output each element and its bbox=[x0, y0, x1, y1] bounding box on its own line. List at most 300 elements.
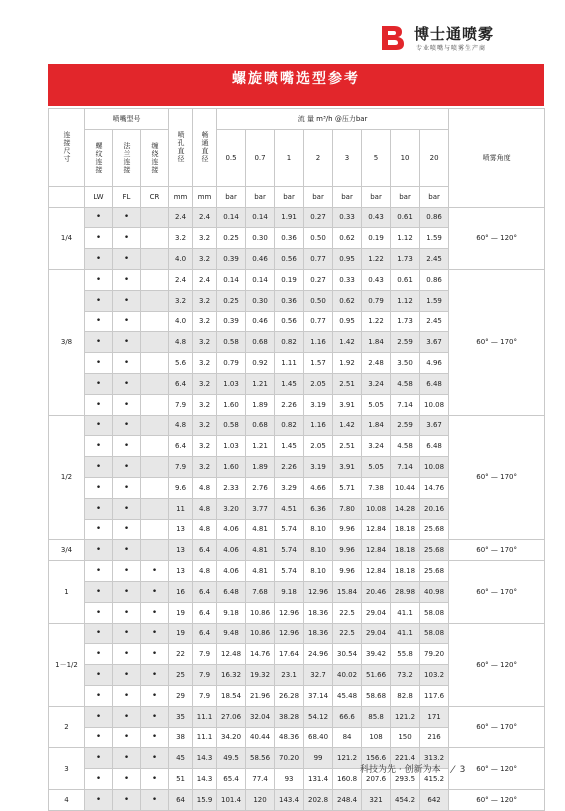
table-row bbox=[49, 540, 545, 561]
cr-mark: • bbox=[141, 561, 169, 582]
flow-value: 4.58 bbox=[391, 373, 420, 394]
flow-value: 3.50 bbox=[391, 353, 420, 374]
orifice-diameter: 13 bbox=[169, 540, 193, 561]
flow-value: 5.05 bbox=[362, 457, 391, 478]
flow-value: 1.73 bbox=[391, 311, 420, 332]
cr-mark bbox=[141, 394, 169, 415]
flow-value: 9.96 bbox=[333, 561, 362, 582]
orifice-diameter: 6.4 bbox=[169, 436, 193, 457]
orifice-diameter: 7.9 bbox=[169, 457, 193, 478]
passage-diameter: 7.9 bbox=[193, 685, 217, 706]
brand-tagline: 专业喷嘴与喷雾生产商 bbox=[416, 45, 487, 52]
pressure-0.5: 0.5 bbox=[217, 129, 246, 186]
lw-mark: • bbox=[85, 519, 113, 540]
connection-size: 1 bbox=[49, 561, 85, 623]
flow-value: 117.6 bbox=[420, 685, 449, 706]
flow-value: 4.06 bbox=[217, 540, 246, 561]
fl-mark: • bbox=[113, 207, 141, 228]
flow-value: 7.80 bbox=[333, 498, 362, 519]
flow-value: 4.81 bbox=[246, 540, 275, 561]
flow-value: 2.51 bbox=[333, 373, 362, 394]
orifice-diameter: 19 bbox=[169, 602, 193, 623]
flow-value: 40.02 bbox=[333, 665, 362, 686]
flow-value: 7.38 bbox=[362, 477, 391, 498]
flow-value: 0.43 bbox=[362, 207, 391, 228]
fl-mark: • bbox=[113, 540, 141, 561]
nozzle-spec-table bbox=[48, 108, 545, 811]
flow-value: 22.5 bbox=[333, 623, 362, 644]
fl-mark: • bbox=[113, 644, 141, 665]
flow-value: 0.50 bbox=[304, 228, 333, 249]
flow-value: 6.48 bbox=[217, 581, 246, 602]
flow-value: 7.68 bbox=[246, 581, 275, 602]
header-size-blank bbox=[49, 186, 85, 207]
passage-diameter: 3.2 bbox=[193, 311, 217, 332]
header-model: 喷嘴型号 bbox=[85, 109, 169, 130]
flow-value: 3.91 bbox=[333, 394, 362, 415]
flow-value: 45.48 bbox=[333, 685, 362, 706]
cr-mark bbox=[141, 373, 169, 394]
flow-value: 2.26 bbox=[275, 457, 304, 478]
flow-value: 54.12 bbox=[304, 706, 333, 727]
cr-mark bbox=[141, 519, 169, 540]
passage-diameter: 2.4 bbox=[193, 269, 217, 290]
flow-value: 221.4 bbox=[391, 748, 420, 769]
spray-angle: 60° — 120° bbox=[449, 207, 545, 269]
fl-mark: • bbox=[113, 602, 141, 623]
flow-value: 1.91 bbox=[275, 207, 304, 228]
cr-mark: • bbox=[141, 665, 169, 686]
fl-mark: • bbox=[113, 789, 141, 810]
fl-mark: • bbox=[113, 249, 141, 270]
flow-value: 2.59 bbox=[391, 332, 420, 353]
orifice-diameter: 25 bbox=[169, 665, 193, 686]
flow-value: 58.08 bbox=[420, 623, 449, 644]
flow-value: 108 bbox=[362, 727, 391, 748]
fl-mark: • bbox=[113, 727, 141, 748]
fl-mark: • bbox=[113, 581, 141, 602]
fl-mark: • bbox=[113, 748, 141, 769]
table-body bbox=[49, 207, 545, 810]
fl-mark: • bbox=[113, 269, 141, 290]
lw-mark: • bbox=[85, 748, 113, 769]
passage-diameter: 3.2 bbox=[193, 394, 217, 415]
header-fl-desc: 法兰连接 bbox=[113, 129, 141, 186]
flow-value: 1.89 bbox=[246, 394, 275, 415]
flow-value: 0.56 bbox=[275, 311, 304, 332]
cr-mark bbox=[141, 207, 169, 228]
orifice-diameter: 13 bbox=[169, 519, 193, 540]
fl-mark: • bbox=[113, 436, 141, 457]
flow-value: 9.48 bbox=[217, 623, 246, 644]
flow-value: 93 bbox=[275, 769, 304, 790]
orifice-diameter: 4.0 bbox=[169, 311, 193, 332]
cr-mark: • bbox=[141, 748, 169, 769]
flow-value: 18.18 bbox=[391, 540, 420, 561]
unit-bar: bar bbox=[362, 186, 391, 207]
lw-mark: • bbox=[85, 581, 113, 602]
unit-bar: bar bbox=[246, 186, 275, 207]
flow-value: 3.67 bbox=[420, 415, 449, 436]
spray-angle: 60° — 120° bbox=[449, 789, 545, 810]
orifice-diameter: 11 bbox=[169, 498, 193, 519]
passage-diameter: 4.8 bbox=[193, 519, 217, 540]
flow-value: 1.03 bbox=[217, 436, 246, 457]
lw-mark: • bbox=[85, 665, 113, 686]
flow-value: 9.96 bbox=[333, 540, 362, 561]
lw-mark: • bbox=[85, 249, 113, 270]
flow-value: 1.59 bbox=[420, 228, 449, 249]
passage-diameter: 7.9 bbox=[193, 665, 217, 686]
table-row bbox=[49, 706, 545, 727]
flow-value: 103.2 bbox=[420, 665, 449, 686]
lw-mark: • bbox=[85, 332, 113, 353]
flow-value: 5.74 bbox=[275, 519, 304, 540]
flow-value: 25.68 bbox=[420, 540, 449, 561]
connection-size: 3/4 bbox=[49, 540, 85, 561]
pressure-1: 1 bbox=[275, 129, 304, 186]
spray-angle: 60° — 170° bbox=[449, 269, 545, 415]
flow-value: 55.8 bbox=[391, 644, 420, 665]
flow-value: 3.19 bbox=[304, 394, 333, 415]
flow-value: 160.8 bbox=[333, 769, 362, 790]
lw-mark: • bbox=[85, 457, 113, 478]
lw-mark: • bbox=[85, 727, 113, 748]
passage-diameter: 6.4 bbox=[193, 602, 217, 623]
footer-separator: / bbox=[448, 765, 456, 775]
flow-value: 131.4 bbox=[304, 769, 333, 790]
orifice-diameter: 35 bbox=[169, 706, 193, 727]
flow-value: 32.7 bbox=[304, 665, 333, 686]
lw-mark: • bbox=[85, 769, 113, 790]
flow-value: 70.20 bbox=[275, 748, 304, 769]
flow-value: 3.19 bbox=[304, 457, 333, 478]
fl-mark: • bbox=[113, 477, 141, 498]
lw-mark: • bbox=[85, 207, 113, 228]
flow-value: 65.4 bbox=[217, 769, 246, 790]
brand-mark-icon bbox=[380, 22, 410, 54]
cr-mark bbox=[141, 457, 169, 478]
flow-value: 58.56 bbox=[246, 748, 275, 769]
flow-value: 207.6 bbox=[362, 769, 391, 790]
orifice-diameter: 4.8 bbox=[169, 332, 193, 353]
passage-diameter: 14.3 bbox=[193, 748, 217, 769]
fl-mark: • bbox=[113, 457, 141, 478]
passage-diameter: 4.8 bbox=[193, 477, 217, 498]
brand-name: 博士通喷雾 bbox=[414, 25, 495, 43]
flow-value: 19.32 bbox=[246, 665, 275, 686]
passage-diameter: 4.8 bbox=[193, 498, 217, 519]
flow-value: 1.16 bbox=[304, 415, 333, 436]
fl-mark: • bbox=[113, 290, 141, 311]
header-lw-desc: 螺纹连接 bbox=[85, 129, 113, 186]
flow-value: 0.79 bbox=[217, 353, 246, 374]
flow-value: 20.46 bbox=[362, 581, 391, 602]
flow-value: 0.62 bbox=[333, 290, 362, 311]
flow-value: 1.12 bbox=[391, 290, 420, 311]
orifice-diameter: 6.4 bbox=[169, 373, 193, 394]
flow-value: 4.58 bbox=[391, 436, 420, 457]
unit-bar: bar bbox=[275, 186, 304, 207]
flow-value: 58.08 bbox=[420, 602, 449, 623]
flow-value: 18.18 bbox=[391, 561, 420, 582]
flow-value: 0.36 bbox=[275, 228, 304, 249]
flow-value: 642 bbox=[420, 789, 449, 810]
lw-mark: • bbox=[85, 498, 113, 519]
footer-slogan: 科技为先 · 创新为本 bbox=[360, 765, 441, 775]
flow-value: 121.2 bbox=[391, 706, 420, 727]
orifice-diameter: 7.9 bbox=[169, 394, 193, 415]
flow-value: 3.24 bbox=[362, 373, 391, 394]
orifice-diameter: 45 bbox=[169, 748, 193, 769]
flow-value: 3.67 bbox=[420, 332, 449, 353]
flow-value: 24.96 bbox=[304, 644, 333, 665]
flow-value: 77.4 bbox=[246, 769, 275, 790]
flow-value: 85.8 bbox=[362, 706, 391, 727]
flow-value: 216 bbox=[420, 727, 449, 748]
orifice-diameter: 29 bbox=[169, 685, 193, 706]
passage-diameter: 3.2 bbox=[193, 228, 217, 249]
flow-value: 4.81 bbox=[246, 519, 275, 540]
passage-diameter: 4.8 bbox=[193, 561, 217, 582]
flow-value: 0.36 bbox=[275, 290, 304, 311]
cr-mark: • bbox=[141, 644, 169, 665]
flow-value: 0.77 bbox=[304, 311, 333, 332]
lw-mark: • bbox=[85, 436, 113, 457]
flow-value: 58.68 bbox=[362, 685, 391, 706]
flow-value: 1.42 bbox=[333, 415, 362, 436]
header-lw: LW bbox=[85, 186, 113, 207]
flow-value: 20.16 bbox=[420, 498, 449, 519]
flow-value: 9.18 bbox=[275, 581, 304, 602]
flow-value: 0.25 bbox=[217, 290, 246, 311]
unit-bar: bar bbox=[391, 186, 420, 207]
flow-value: 2.26 bbox=[275, 394, 304, 415]
header-mm-2: mm bbox=[193, 186, 217, 207]
flow-value: 16.32 bbox=[217, 665, 246, 686]
flow-value: 2.05 bbox=[304, 436, 333, 457]
flow-value: 7.14 bbox=[391, 457, 420, 478]
flow-value: 120 bbox=[246, 789, 275, 810]
header-passage: 畅通直径 bbox=[193, 109, 217, 187]
connection-size: 3 bbox=[49, 748, 85, 790]
orifice-diameter: 64 bbox=[169, 789, 193, 810]
pressure-0.7: 0.7 bbox=[246, 129, 275, 186]
header-cr: CR bbox=[141, 186, 169, 207]
flow-value: 248.4 bbox=[333, 789, 362, 810]
cr-mark bbox=[141, 290, 169, 311]
flow-value: 8.10 bbox=[304, 561, 333, 582]
cr-mark bbox=[141, 269, 169, 290]
passage-diameter: 3.2 bbox=[193, 332, 217, 353]
flow-value: 1.60 bbox=[217, 457, 246, 478]
flow-value: 68.40 bbox=[304, 727, 333, 748]
connection-size: 4 bbox=[49, 789, 85, 810]
page-title: 螺旋喷嘴选型参考 bbox=[232, 71, 360, 87]
flow-value: 51.66 bbox=[362, 665, 391, 686]
header-angle: 喷雾角度 bbox=[449, 109, 545, 208]
cr-mark: • bbox=[141, 789, 169, 810]
flow-value: 18.18 bbox=[391, 519, 420, 540]
flow-value: 143.4 bbox=[275, 789, 304, 810]
orifice-diameter: 4.0 bbox=[169, 249, 193, 270]
flow-value: 5.74 bbox=[275, 540, 304, 561]
flow-value: 1.03 bbox=[217, 373, 246, 394]
lw-mark: • bbox=[85, 415, 113, 436]
flow-value: 2.76 bbox=[246, 477, 275, 498]
flow-value: 0.14 bbox=[246, 269, 275, 290]
header-cr-desc: 缠绕连接 bbox=[141, 129, 169, 186]
cr-mark bbox=[141, 332, 169, 353]
cr-mark bbox=[141, 249, 169, 270]
fl-mark: • bbox=[113, 353, 141, 374]
flow-value: 3.77 bbox=[246, 498, 275, 519]
flow-value: 0.92 bbox=[246, 353, 275, 374]
fl-mark: • bbox=[113, 685, 141, 706]
cr-mark bbox=[141, 477, 169, 498]
flow-value: 12.84 bbox=[362, 519, 391, 540]
flow-value: 4.06 bbox=[217, 519, 246, 540]
fl-mark: • bbox=[113, 623, 141, 644]
flow-value: 313.2 bbox=[420, 748, 449, 769]
flow-value: 18.54 bbox=[217, 685, 246, 706]
fl-mark: • bbox=[113, 228, 141, 249]
brand-logo bbox=[380, 22, 530, 56]
flow-value: 0.95 bbox=[333, 249, 362, 270]
flow-value: 0.95 bbox=[333, 311, 362, 332]
flow-value: 454.2 bbox=[391, 789, 420, 810]
spray-angle: 60° — 170° bbox=[449, 540, 545, 561]
flow-value: 2.48 bbox=[362, 353, 391, 374]
flow-value: 0.14 bbox=[246, 207, 275, 228]
unit-bar: bar bbox=[420, 186, 449, 207]
passage-diameter: 3.2 bbox=[193, 415, 217, 436]
lw-mark: • bbox=[85, 373, 113, 394]
lw-mark: • bbox=[85, 789, 113, 810]
flow-value: 14.76 bbox=[420, 477, 449, 498]
spray-angle: 60° — 170° bbox=[449, 561, 545, 623]
flow-value: 0.30 bbox=[246, 228, 275, 249]
flow-value: 2.05 bbox=[304, 373, 333, 394]
flow-value: 1.57 bbox=[304, 353, 333, 374]
flow-value: 150 bbox=[391, 727, 420, 748]
flow-value: 415.2 bbox=[420, 769, 449, 790]
flow-value: 2.33 bbox=[217, 477, 246, 498]
cr-mark: • bbox=[141, 727, 169, 748]
lw-mark: • bbox=[85, 623, 113, 644]
fl-mark: • bbox=[113, 332, 141, 353]
flow-value: 10.44 bbox=[391, 477, 420, 498]
flow-value: 15.84 bbox=[333, 581, 362, 602]
lw-mark: • bbox=[85, 602, 113, 623]
passage-diameter: 3.2 bbox=[193, 353, 217, 374]
flow-value: 25.68 bbox=[420, 519, 449, 540]
flow-value: 1.21 bbox=[246, 373, 275, 394]
cr-mark bbox=[141, 415, 169, 436]
orifice-diameter: 13 bbox=[169, 561, 193, 582]
flow-value: 0.27 bbox=[304, 269, 333, 290]
flow-value: 3.20 bbox=[217, 498, 246, 519]
flow-value: 0.86 bbox=[420, 269, 449, 290]
table-row bbox=[49, 415, 545, 436]
flow-value: 0.33 bbox=[333, 269, 362, 290]
flow-value: 0.39 bbox=[217, 249, 246, 270]
flow-value: 4.81 bbox=[246, 561, 275, 582]
flow-value: 202.8 bbox=[304, 789, 333, 810]
passage-diameter: 2.4 bbox=[193, 207, 217, 228]
flow-value: 1.42 bbox=[333, 332, 362, 353]
spray-angle: 60° — 120° bbox=[449, 748, 545, 790]
flow-value: 48.36 bbox=[275, 727, 304, 748]
fl-mark: • bbox=[113, 769, 141, 790]
flow-value: 23.1 bbox=[275, 665, 304, 686]
lw-mark: • bbox=[85, 706, 113, 727]
flow-value: 0.19 bbox=[362, 228, 391, 249]
flow-value: 156.6 bbox=[362, 748, 391, 769]
flow-value: 84 bbox=[333, 727, 362, 748]
cr-mark bbox=[141, 311, 169, 332]
orifice-diameter: 51 bbox=[169, 769, 193, 790]
passage-diameter: 15.9 bbox=[193, 789, 217, 810]
flow-value: 10.86 bbox=[246, 623, 275, 644]
flow-value: 1.60 bbox=[217, 394, 246, 415]
pressure-2: 2 bbox=[304, 129, 333, 186]
flow-value: 0.14 bbox=[217, 207, 246, 228]
flow-value: 12.84 bbox=[362, 540, 391, 561]
flow-value: 29.04 bbox=[362, 623, 391, 644]
orifice-diameter: 19 bbox=[169, 623, 193, 644]
lw-mark: • bbox=[85, 228, 113, 249]
flow-value: 0.46 bbox=[246, 311, 275, 332]
table-row bbox=[49, 207, 545, 228]
flow-value: 1.21 bbox=[246, 436, 275, 457]
lw-mark: • bbox=[85, 311, 113, 332]
flow-value: 3.91 bbox=[333, 457, 362, 478]
flow-value: 5.71 bbox=[333, 477, 362, 498]
flow-value: 1.84 bbox=[362, 332, 391, 353]
lw-mark: • bbox=[85, 685, 113, 706]
fl-mark: • bbox=[113, 665, 141, 686]
flow-value: 0.25 bbox=[217, 228, 246, 249]
flow-value: 0.68 bbox=[246, 332, 275, 353]
flow-value: 2.59 bbox=[391, 415, 420, 436]
fl-mark: • bbox=[113, 373, 141, 394]
flow-value: 1.59 bbox=[420, 290, 449, 311]
passage-diameter: 11.1 bbox=[193, 706, 217, 727]
flow-value: 28.98 bbox=[391, 581, 420, 602]
flow-value: 0.62 bbox=[333, 228, 362, 249]
flow-value: 321 bbox=[362, 789, 391, 810]
flow-value: 3.29 bbox=[275, 477, 304, 498]
cr-mark: • bbox=[141, 706, 169, 727]
connection-size: 1/2 bbox=[49, 415, 85, 540]
flow-value: 5.74 bbox=[275, 561, 304, 582]
flow-value: 82.8 bbox=[391, 685, 420, 706]
flow-value: 6.48 bbox=[420, 436, 449, 457]
flow-value: 12.96 bbox=[275, 623, 304, 644]
fl-mark: • bbox=[113, 311, 141, 332]
flow-value: 12.96 bbox=[304, 581, 333, 602]
orifice-diameter: 3.2 bbox=[169, 290, 193, 311]
flow-value: 40.98 bbox=[420, 581, 449, 602]
fl-mark: • bbox=[113, 498, 141, 519]
cr-mark bbox=[141, 436, 169, 457]
flow-value: 0.33 bbox=[333, 207, 362, 228]
cr-mark: • bbox=[141, 602, 169, 623]
orifice-diameter: 16 bbox=[169, 581, 193, 602]
flow-value: 1.73 bbox=[391, 249, 420, 270]
flow-value: 12.48 bbox=[217, 644, 246, 665]
